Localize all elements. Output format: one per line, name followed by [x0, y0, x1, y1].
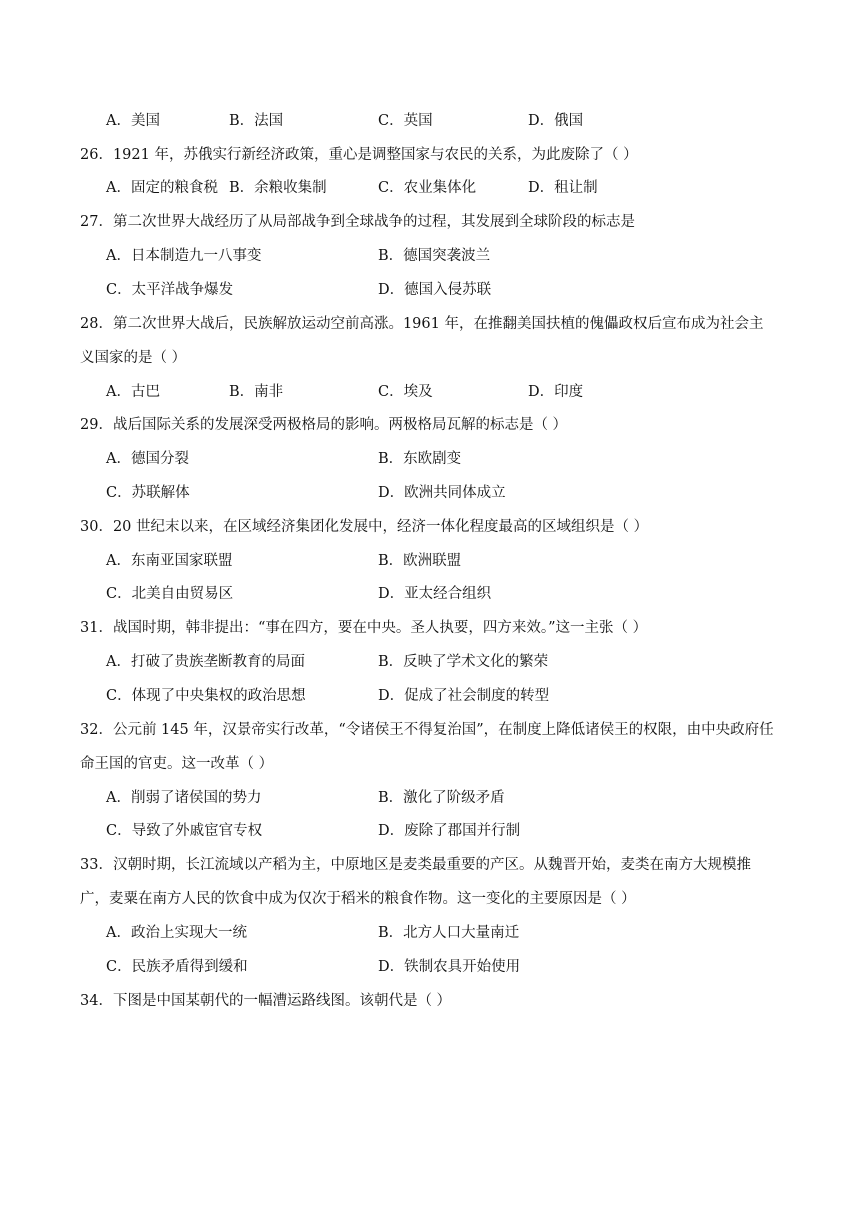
- q26-option-b: B．余粮收集制: [229, 180, 327, 196]
- q33-stem-line2: 广，麦粟在南方人民的饮食中成为仅次于稻米的粮食作物。这一变化的主要原因是（ ）: [80, 891, 636, 907]
- q30-stem: 30．20 世纪末以来，在区域经济集团化发展中，经济一体化程度最高的区域组织是（ ）: [80, 519, 649, 535]
- q27-option-b: B．德国突袭波兰: [378, 248, 491, 264]
- q28-option-c: C．埃及: [378, 384, 433, 400]
- q28-stem-line2: 义国家的是（ ）: [80, 350, 187, 366]
- q29-option-b: B．东欧剧变: [378, 451, 462, 467]
- q31-option-a: A．打破了贵族垄断教育的局面: [106, 654, 305, 670]
- q27-option-c: C．太平洋战争爆发: [106, 282, 234, 298]
- q25-option-d: D．俄国: [528, 113, 584, 129]
- q33-stem-line1: 33．汉朝时期，长江流域以产稻为主，中原地区是麦类最重要的产区。从魏晋开始，麦类在南方大规模推: [80, 857, 751, 873]
- q28-option-a: A．古巴: [106, 384, 160, 400]
- q31-option-c: C．体现了中央集权的政治思想: [106, 688, 306, 704]
- q34-stem: 34．下图是中国某朝代的一幅漕运路线图。该朝代是（ ）: [80, 993, 452, 1009]
- q31-stem: 31．战国时期，韩非提出：“事在四方，要在中央。圣人执要，四方来效。”这一主张（ ）: [80, 620, 648, 636]
- q32-stem-line1: 32．公元前 145 年，汉景帝实行改革，“令诸侯王不得复治国”，在制度上降低诸侯王的权限，由中央政府任: [80, 722, 774, 738]
- q25-option-b: B．法国: [229, 113, 284, 129]
- q26-option-c: C．农业集体化: [378, 180, 477, 196]
- q33-option-d: D．铁制农具开始使用: [378, 959, 521, 975]
- q28-option-d: D．印度: [528, 384, 584, 400]
- q33-option-b: B．北方人口大量南迁: [378, 925, 520, 941]
- q32-option-d: D．废除了郡国并行制: [378, 823, 521, 839]
- q32-stem-line2: 命王国的官吏。这一改革（ ）: [80, 756, 274, 772]
- q30-option-a: A．东南亚国家联盟: [106, 553, 233, 569]
- q25-option-c: C．英国: [378, 113, 433, 129]
- q29-option-c: C．苏联解体: [106, 485, 190, 501]
- q30-option-b: B．欧洲联盟: [378, 553, 462, 569]
- q31-option-d: D．促成了社会制度的转型: [378, 688, 550, 704]
- q29-option-d: D．欧洲共同体成立: [378, 485, 506, 501]
- q29-option-a: A．德国分裂: [106, 451, 189, 467]
- q32-option-a: A．削弱了诸侯国的势力: [106, 790, 262, 806]
- q32-option-c: C．导致了外戚宦官专权: [106, 823, 263, 839]
- q25-option-a: A．美国: [106, 113, 160, 129]
- q26-option-d: D．租让制: [528, 180, 598, 196]
- q28-option-b: B．南非: [229, 384, 284, 400]
- q26-option-a: A．固定的粮食税: [106, 180, 218, 196]
- q27-stem: 27．第二次世界大战经历了从局部战争到全球战争的过程，其发展到全球阶段的标志是: [80, 214, 635, 230]
- q27-option-d: D．德国入侵苏联: [378, 282, 492, 298]
- q30-option-d: D．亚太经合组织: [378, 586, 492, 602]
- q32-option-b: B．激化了阶级矛盾: [378, 790, 505, 806]
- q29-stem: 29．战后国际关系的发展深受两极格局的影响。两极格局瓦解的标志是（ ）: [80, 417, 568, 433]
- q27-option-a: A．日本制造九一八事变: [106, 248, 262, 264]
- q28-stem-line1: 28．第二次世界大战后，民族解放运动空前高涨。1961 年，在推翻美国扶植的傀儡政权后宣布成为社会主: [80, 316, 764, 332]
- q31-option-b: B．反映了学术文化的繁荣: [378, 654, 549, 670]
- q26-stem: 26．1921 年，苏俄实行新经济政策，重心是调整国家与农民的关系，为此废除了（ ）: [80, 147, 638, 163]
- q33-option-a: A．政治上实现大一统: [106, 925, 247, 941]
- q30-option-c: C．北美自由贸易区: [106, 586, 234, 602]
- q33-option-c: C．民族矛盾得到缓和: [106, 959, 248, 975]
